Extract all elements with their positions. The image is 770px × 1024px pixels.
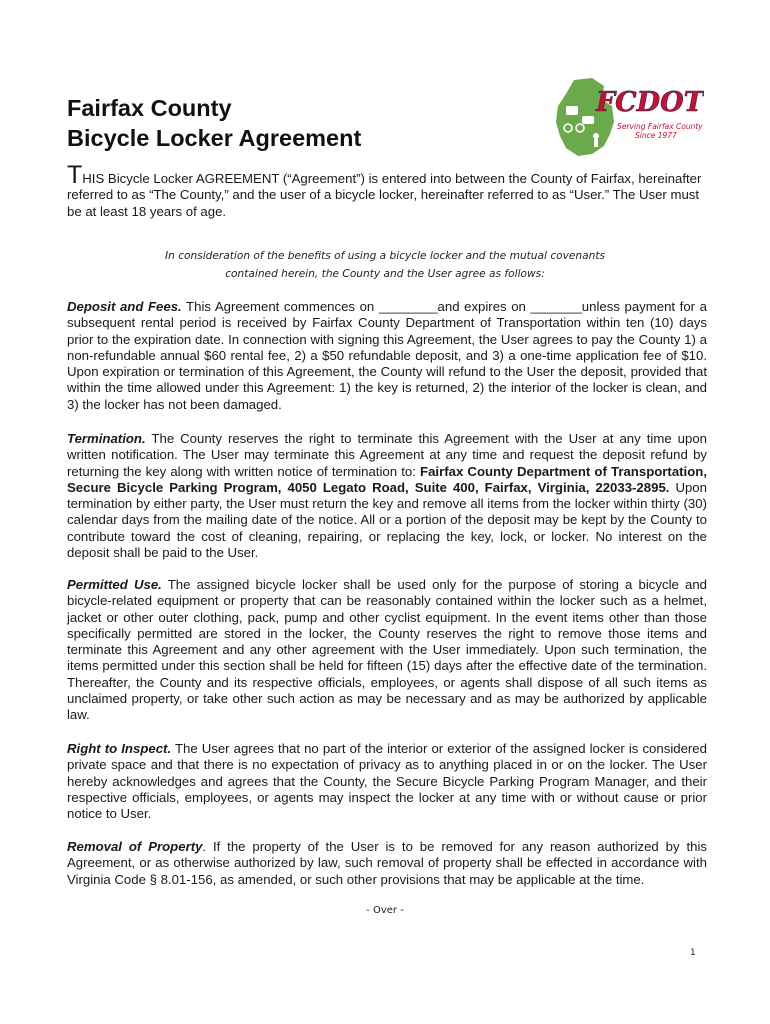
consideration-line-1: In consideration of the benefits of using a bicycle locker and the mutual covenants	[164, 250, 606, 262]
section-heading: Termination.	[67, 431, 146, 446]
section-text: The User agrees that no part of the interior or exterior of the assigned locker is considered private space and that there is no expectation of privacy as to anything placed in or on the locker. The User hereby acknowledges and agrees that the County, the Secure Bicycle Parking Program Manager, and their respective officials, employees, or agents may inspect the locker at any time with or without cause or prior notice to User.	[67, 741, 707, 822]
title-line-2: Bicycle Locker Agreement	[67, 125, 362, 151]
section-right-to-inspect	[67, 741, 707, 822]
logo-tagline-1: Serving Fairfax County	[617, 122, 703, 131]
document-title	[67, 93, 361, 153]
section-termination	[67, 431, 707, 561]
section-text: The County reserves the right to terminate this Agreement with the User at any time upon written notification. The User may terminate this Agreement at any time and request the deposit refund by returning the key along with written notice of termination to:	[67, 431, 707, 479]
section-heading: Right to Inspect.	[67, 741, 172, 756]
mailing-address: Fairfax County Department of Transportation, Secure Bicycle Parking Program, 4050 Legato Road, Suite 400, Fairfax, Virginia, 22033-2895.	[67, 463, 707, 495]
section-permitted-use	[67, 577, 707, 724]
section-text: . If the property of the User is to be removed for any reason authorized by this Agreement, or as otherwise authorized by law, such removal of property shall be effected in accordance with Virginia Code § 8.01-156, as amended, or such other provisions that may be applicable at the time.	[67, 839, 707, 887]
title-line-1: Fairfax County	[67, 95, 232, 121]
section-deposit-and-fees	[67, 299, 707, 413]
fcdot-logo	[552, 76, 704, 158]
intro-dropcap: T	[67, 161, 83, 189]
over-indicator: - Over -	[366, 905, 404, 916]
intro-text: HIS Bicycle Locker AGREEMENT (“Agreement”) is entered into between the County of Fairfax, hereinafter referred to as “The County,” and the user of a bicycle locker, hereinafter referred to as “User.” The User must be at least 18 years of age.	[67, 171, 702, 219]
logo-brand: FCDOT	[596, 87, 704, 118]
section-text: The assigned bicycle locker shall be used only for the purpose of storing a bicycle and bicycle-related equipment or property that can be reasonably contained within the locker such as a helmet, jacket or other outer clothing, pack, pump and other cyclist equipment. In the event items other than those specifically permitted are stored in the locker, the County reserves the right to remove those items and terminate this Agreement and any other agreement with the User immediately. Upon such termination, the items permitted under this section shall be held for fifteen (15) days after the effective date of the termination. Thereafter, the County and its respective officials, employees, or agents shall dispose of all such items as unclaimed property, or take other such action as may be necessary and as may be authorized by applicable law.	[67, 577, 707, 723]
section-heading: Removal of Property	[67, 839, 203, 854]
intro-paragraph	[67, 161, 707, 220]
consideration-line-2: contained herein, the County and the User agree as follows:	[225, 267, 545, 280]
section-text: Upon termination by either party, the User must return the key and remove all items from the locker within thirty (30) calendar days from the mailing date of the notice. All or a portion of the deposit may be kept by the County to contribute toward the cost of cleaning, repairing, or replacing the key, lock, or locker. No interest on the deposit shall be paid to the User.	[67, 479, 707, 561]
section-removal-of-property	[67, 839, 707, 888]
section-text: This Agreement commences on ________and expires on _______unless payment for a subsequent rental period is received by Fairfax County Department of Transportation within ten (10) days prior to the expiration date. In connection with signing this Agreement, the User agrees to pay the County 1) a non-refundable annual $60 rental fee, 2) a $50 refundable deposit, and 3) a one-time application fee of $10. Upon expiration or termination of this Agreement, the County will refund to the User the deposit, provided that within the time allowed under this Agreement: 1) the key is returned, 2) the interior of the locker is clean, and 3) the locker has not been damaged.	[67, 299, 707, 412]
page-number: 1	[690, 948, 696, 958]
logo-tagline-2: Since 1977	[635, 131, 677, 140]
section-heading: Deposit and Fees.	[67, 299, 182, 314]
consideration-statement	[100, 248, 670, 283]
fairfax-county-map-icon	[552, 76, 704, 158]
section-heading: Permitted Use.	[67, 577, 162, 592]
